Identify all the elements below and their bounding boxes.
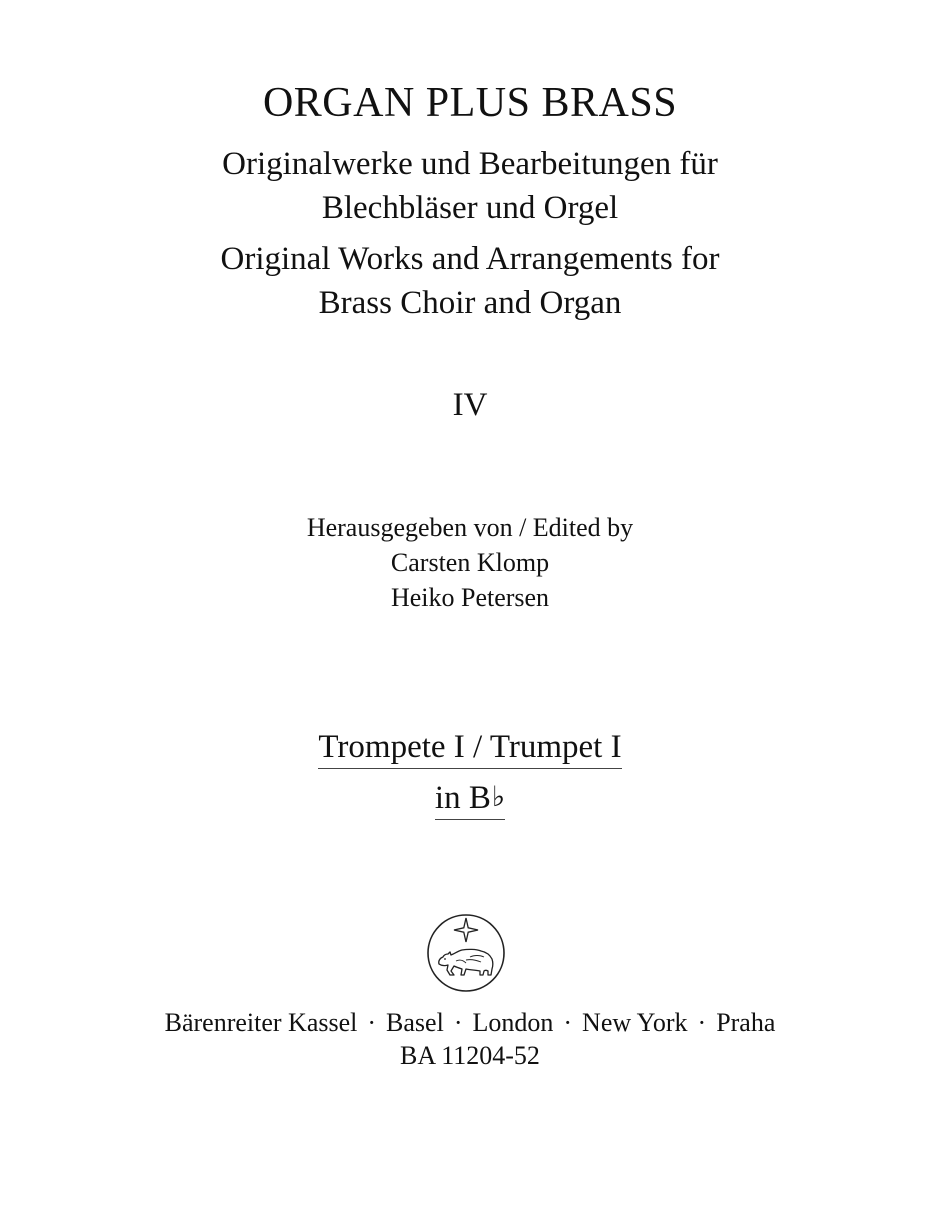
star-icon — [454, 918, 478, 942]
part-name: Trompete I / Trumpet I — [318, 731, 621, 769]
part-key-line — [0, 782, 940, 820]
subtitle-german-line-1: Originalwerke und Bearbeitungen für — [222, 146, 718, 182]
subtitle-german-line-2: Blechbläser und Orgel — [321, 190, 619, 226]
separator: · — [697, 1008, 707, 1037]
city: New York — [582, 1008, 688, 1037]
city: Kassel — [288, 1008, 358, 1037]
publisher-name: Bärenreiter — [164, 1008, 282, 1037]
flat-symbol: ♭ — [491, 782, 506, 813]
publisher-logo-icon — [426, 913, 506, 993]
page-title: ORGAN PLUS BRASS — [262, 80, 678, 126]
subtitle-english-line-2: Brass Choir and Organ — [318, 285, 622, 321]
separator: · — [453, 1008, 463, 1037]
separator: · — [563, 1008, 573, 1037]
editors-heading: Herausgegeben von / Edited by — [306, 513, 634, 542]
part-key-prefix: in B — [434, 780, 491, 816]
editor-name: Heiko Petersen — [390, 583, 550, 612]
catalog-number: BA 11204-52 — [400, 1041, 540, 1070]
city: Praha — [716, 1008, 776, 1037]
subtitle-english-line-1: Original Works and Arrangements for — [220, 241, 720, 277]
separator: · — [367, 1008, 377, 1037]
part-key — [435, 782, 505, 820]
city: London — [472, 1008, 554, 1037]
city: Basel — [386, 1008, 444, 1037]
editor-name: Carsten Klomp — [390, 548, 550, 577]
publisher-line — [0, 1010, 940, 1036]
volume-number: IV — [452, 387, 488, 423]
part-name-line — [0, 731, 940, 769]
